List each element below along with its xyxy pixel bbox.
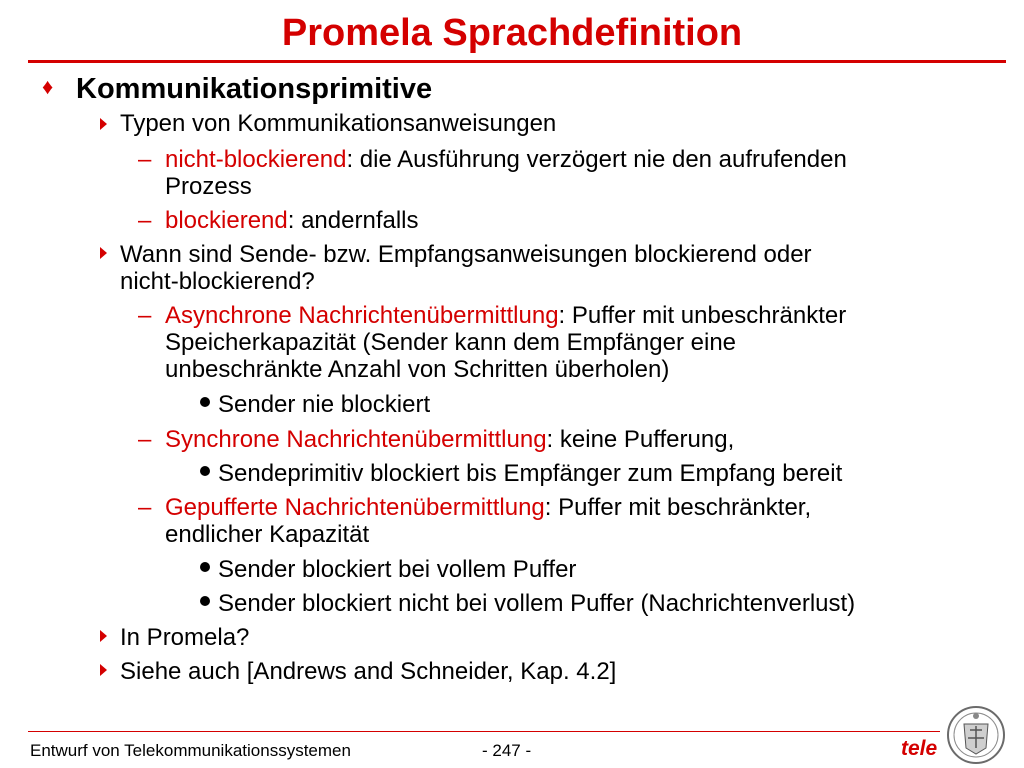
diamond-bullet-icon: ♦ <box>42 74 54 99</box>
text-gepuffert: : Puffer mit beschränkter, <box>544 494 812 521</box>
item-wann-line1: Wann sind Sende- bzw. Empfangsanweisungen blockierend oder <box>120 241 812 268</box>
dot-bullet-icon <box>200 596 210 606</box>
footer-brand: tele <box>901 737 938 760</box>
footer-rule <box>28 731 940 732</box>
text-blockierend: : andernfalls <box>287 207 419 234</box>
item-asynchron-line3: unbeschränkte Anzahl von Schritten überholen) <box>165 356 670 383</box>
item-nicht-blockierend-cont: Prozess <box>165 173 252 200</box>
item-sender-blockiert: Sender blockiert bei vollem Puffer <box>218 556 577 583</box>
item-in-promela: In Promela? <box>120 624 250 651</box>
heading-kommunikationsprimitive: Kommunikationsprimitive <box>76 73 433 105</box>
item-gepuffert-line2: endlicher Kapazität <box>165 521 370 548</box>
item-sendeprimitiv: Sendeprimitiv blockiert bis Empfänger zum Empfang bereit <box>218 460 843 487</box>
footer-course: Entwurf von Telekommunikationssystemen <box>30 741 351 760</box>
triangle-bullet-icon <box>100 630 107 642</box>
footer-page-number: - 247 - <box>482 741 532 760</box>
item-asynchron-line2: Speicherkapazität (Sender kann dem Empfänger eine <box>165 329 737 356</box>
dot-bullet-icon <box>200 397 210 407</box>
text-asynchron: : Puffer mit unbeschränkter <box>558 302 847 329</box>
term-gepuffert: Gepufferte Nachrichtenübermittlung <box>165 494 545 521</box>
text-synchron: : keine Pufferung, <box>546 426 735 453</box>
triangle-bullet-icon <box>100 664 107 676</box>
item-synchron <box>165 426 734 453</box>
triangle-bullet-icon <box>100 247 107 259</box>
item-sender-nie-blockiert: Sender nie blockiert <box>218 391 431 418</box>
title-rule <box>28 60 1006 63</box>
term-asynchron: Asynchrone Nachrichtenübermittlung <box>165 302 559 329</box>
term-blockierend: blockierend <box>165 207 288 234</box>
item-typen: Typen von Kommunikationsanweisungen <box>120 110 557 137</box>
item-gepuffert <box>165 494 811 521</box>
item-asynchron <box>165 302 846 329</box>
dash-bullet-icon: – <box>138 207 152 234</box>
dot-bullet-icon <box>200 562 210 572</box>
dash-bullet-icon: – <box>138 302 152 329</box>
item-wann-line2: nicht-blockierend? <box>120 268 315 295</box>
item-siehe-auch: Siehe auch [Andrews and Schneider, Kap. 4.2] <box>120 658 617 685</box>
university-seal-icon <box>946 704 1006 766</box>
item-sender-nicht-blockiert: Sender blockiert nicht bei vollem Puffer (Nachrichtenverlust) <box>218 590 856 617</box>
triangle-bullet-icon <box>100 118 107 130</box>
term-nicht-blockierend: nicht-blockierend <box>165 146 347 173</box>
slide-title: Promela Sprachdefinition <box>281 12 743 54</box>
dash-bullet-icon: – <box>138 146 152 173</box>
dash-bullet-icon: – <box>138 426 152 453</box>
item-blockierend <box>165 207 419 234</box>
term-synchron: Synchrone Nachrichtenübermittlung <box>165 426 547 453</box>
text-nicht-blockierend: : die Ausführung verzögert nie den aufrufenden <box>346 146 847 173</box>
item-nicht-blockierend <box>165 146 847 173</box>
dash-bullet-icon: – <box>138 494 152 521</box>
dot-bullet-icon <box>200 466 210 476</box>
